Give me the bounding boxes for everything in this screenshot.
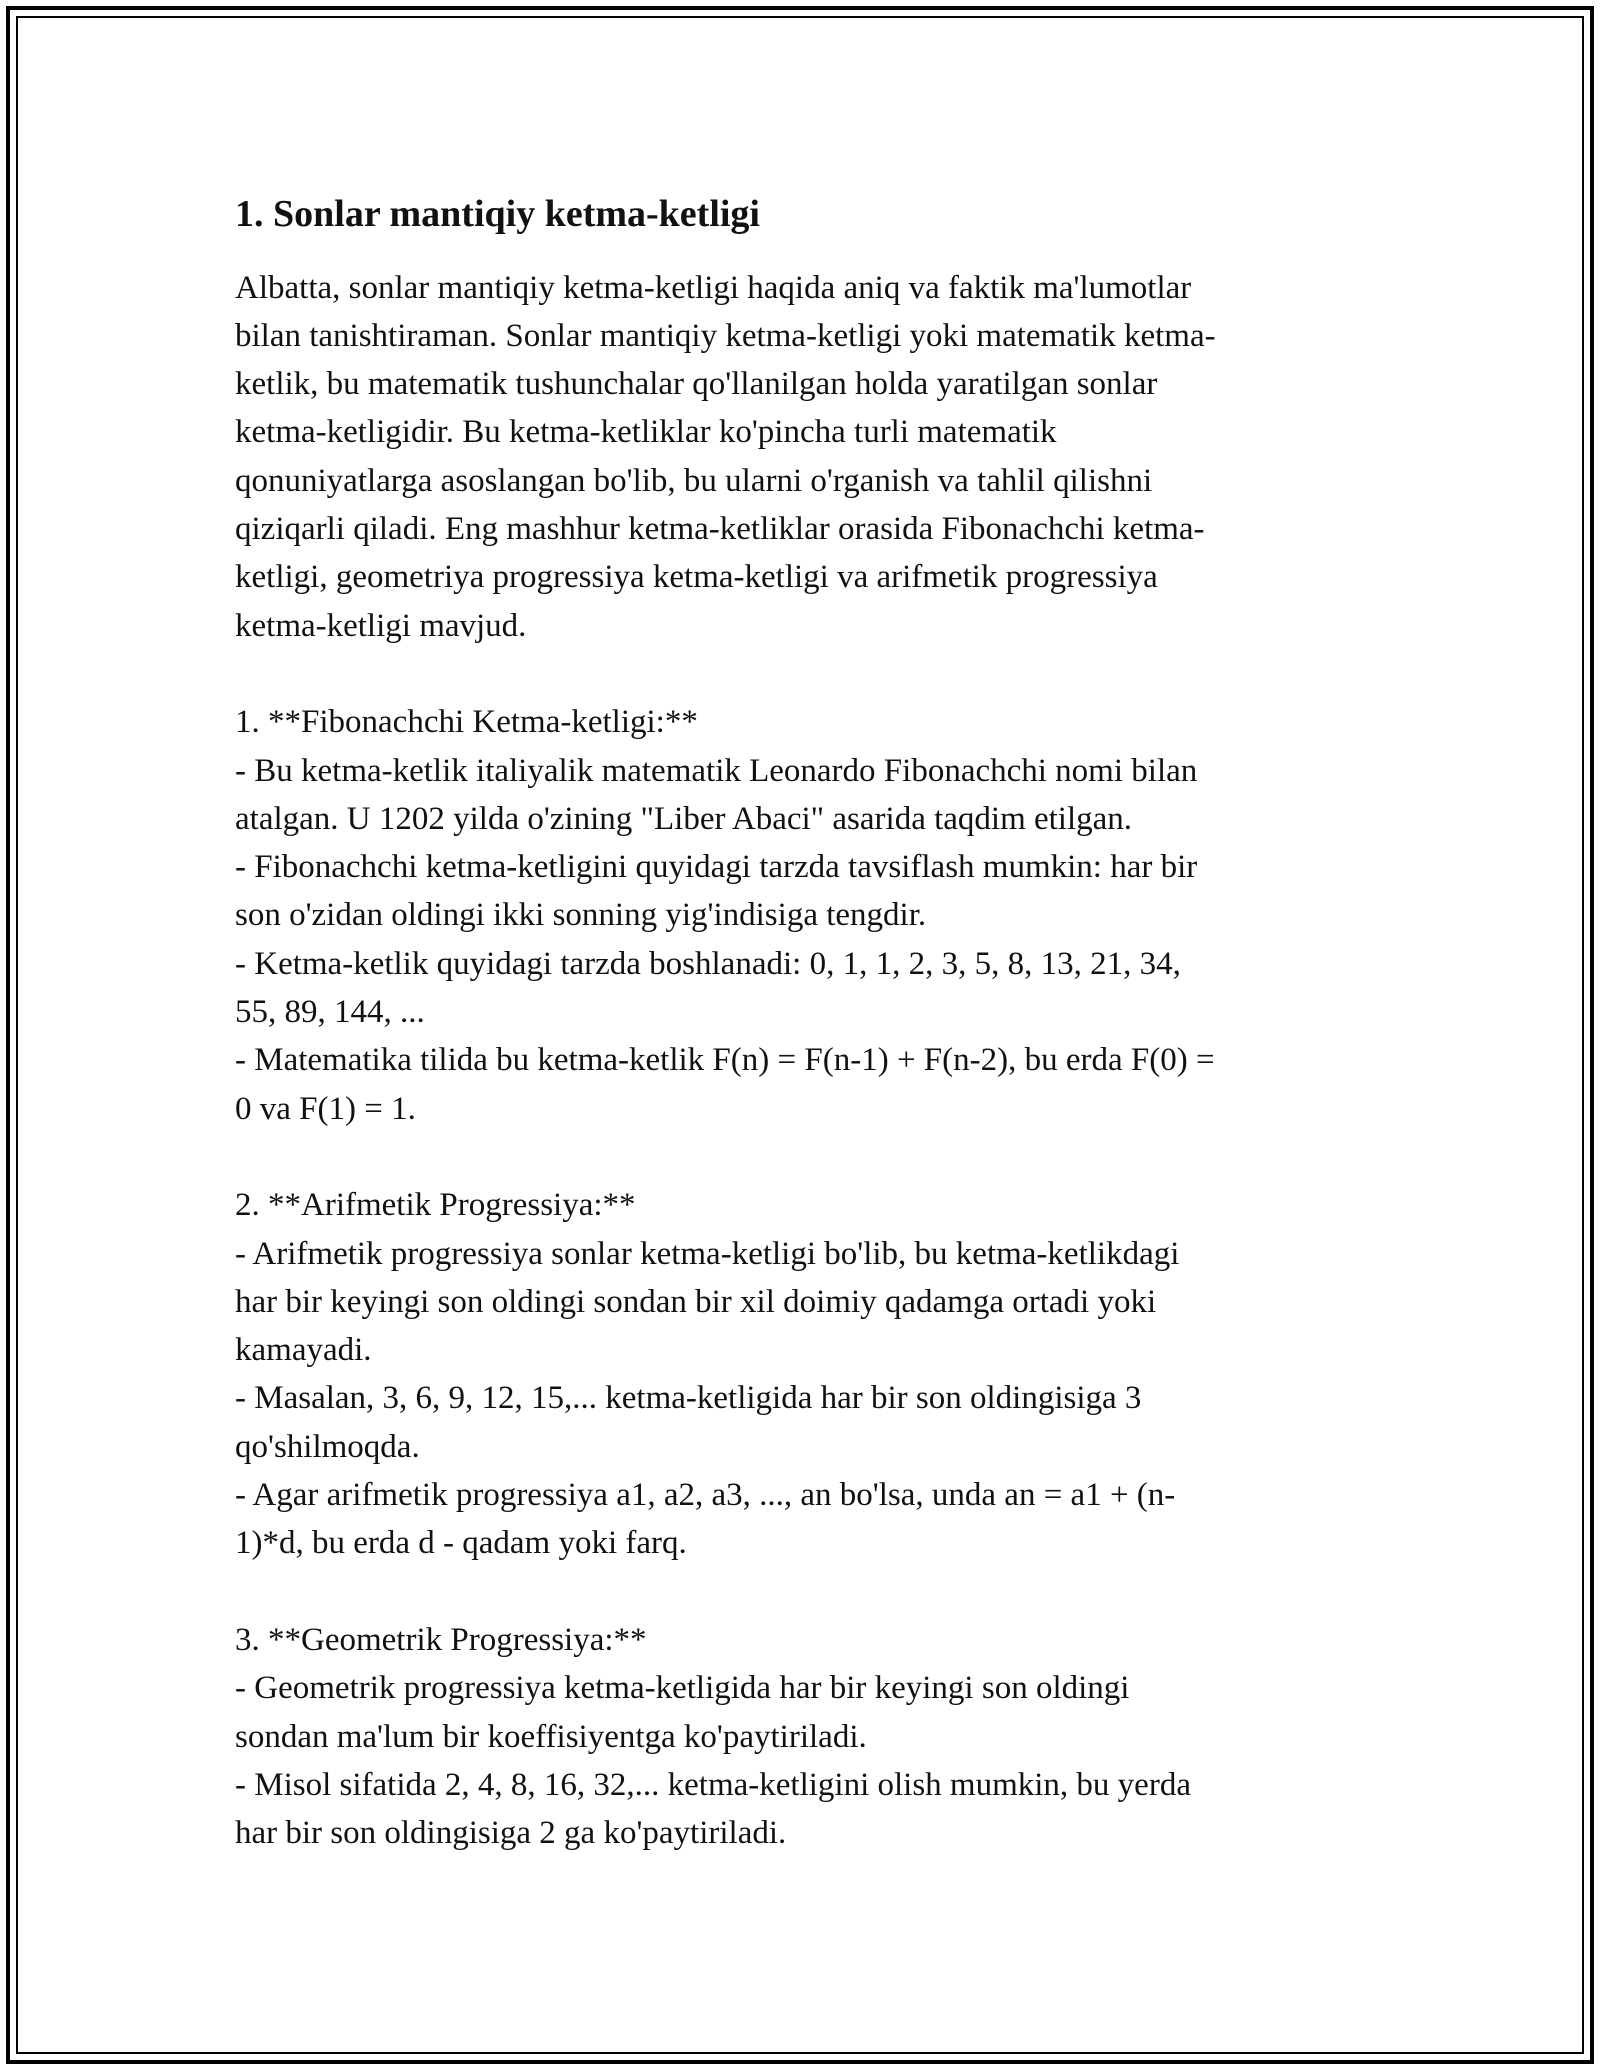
document-body [235, 182, 1365, 1857]
intro-paragraph: Albatta, sonlar mantiqiy ketma-ketligi haqida aniq va faktik ma'lumotlar bilan tanishtiraman. Sonlar mantiqiy ketma-ketligi yoki matematik ketma- ketlik, bu matematik tushunchalar qo'llanilgan holda yaratilgan sonlar ketma-ketligidir. Bu ketma-ketliklar ko'pincha turli matematik qonuniyatlarga asoslangan bo'lib, bu ularni o'rganish va tahlil qilishni qiziqarli qiladi. Eng mashhur ketma-ketliklar orasida Fibonachchi ketma- ketligi, geometriya progressiya ketma-ketligi va arifmetik progressiya ketma-ketligi mavjud. [235, 269, 1216, 644]
section-geometric-progression: 3. **Geometrik Progressiya:** - Geometrik progressiya ketma-ketligida har bir keyingi son oldingi sondan ma'lum bir koeffisiyentga ko'paytiriladi. - Misol sifatida 2, 4, 8, 16, 32,... ketma-ketligini olish mumkin, bu yerda har bir son oldingisiga 2 ga ko'paytiriladi. [235, 1621, 1191, 1852]
blank-line [235, 650, 1365, 698]
blank-line [235, 1133, 1365, 1181]
section-fibonacci: 1. **Fibonachchi Ketma-ketligi:** - Bu ketma-ketlik italiyalik matematik Leonardo Fibonachchi nomi bilan atalgan. U 1202 yilda o'zining "Liber Abaci" asarida taqdim etilgan. - Fibonachchi ketma-ketligini quyidagi tarzda tavsiflash mumkin: har bir son o'zidan oldingi ikki sonning yig'indisiga tengdir. - Ketma-ketlik quyidagi tarzda boshlanadi: 0, 1, 1, 2, 3, 5, 8, 13, 21, 34, 55, 89, 144, ... - Matematika tilida bu ketma-ketlik F(n) = F(n-1) + F(n-2), bu erda F(0) = 0 va F(1) = 1. [235, 704, 1215, 1127]
section-arithmetic-progression: 2. **Arifmetik Progressiya:** - Arifmetik progressiya sonlar ketma-ketligi bo'lib, bu ketma-ketlikdagi har bir keyingi son oldingi sondan bir xil doimiy qadamga ortadi yoki kamayadi. - Masalan, 3, 6, 9, 12, 15,... ketma-ketligida har bir son oldingisiga 3 qo'shilmoqda. - Agar arifmetik progressiya a1, a2, a3, ..., an bo'lsa, unda an = a1 + (n- 1)*d, bu erda d - qadam yoki farq. [235, 1187, 1180, 1562]
document-title: 1. Sonlar mantiqiy ketma-ketligi [235, 193, 760, 235]
blank-line [235, 1568, 1365, 1616]
